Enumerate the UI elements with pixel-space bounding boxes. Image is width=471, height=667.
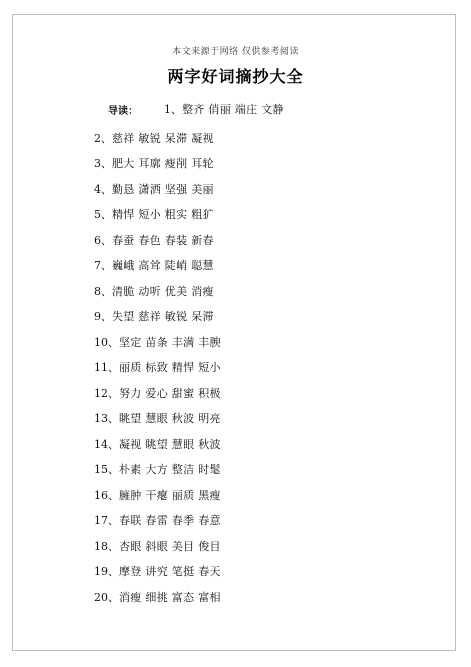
item-number: 19、 (94, 565, 119, 579)
item-number: 14、 (94, 437, 119, 451)
item-words: 摩登 讲究 笔挺 春天 (119, 565, 221, 579)
item-number: 4、 (94, 182, 112, 196)
item-words: 消瘦 细挑 富态 富相 (119, 590, 221, 604)
item-number: 11、 (94, 361, 119, 375)
item-number: 16、 (94, 488, 119, 502)
item-words: 眺望 慧眼 秋波 明亮 (119, 412, 221, 426)
list-item (94, 253, 221, 279)
item-words: 朴素 大方 整洁 时髦 (119, 463, 221, 477)
list-item (94, 355, 221, 381)
item-words: 努力 爱心 甜蜜 积极 (119, 386, 221, 400)
item-number: 13、 (94, 412, 119, 426)
item-number: 12、 (94, 386, 119, 400)
item-words: 丽质 标致 精悍 短小 (119, 361, 221, 375)
list-item (94, 559, 221, 585)
word-list (94, 125, 221, 610)
item-words: 春蚕 春色 春装 新春 (112, 233, 214, 247)
list-item (94, 508, 221, 534)
list-item (94, 202, 221, 228)
item-number: 7、 (94, 259, 112, 273)
item-number: 10、 (94, 335, 119, 349)
item-words: 坚定 苗条 丰满 丰腴 (119, 335, 221, 349)
list-item (94, 457, 221, 483)
item-number: 17、 (94, 514, 119, 528)
item-words: 失望 慈祥 敏锐 呆滞 (112, 310, 214, 324)
item-number: 6、 (94, 233, 112, 247)
list-item (94, 431, 221, 457)
item-words: 清脆 动听 优美 消瘦 (112, 284, 214, 298)
source-note: 本文来源于网络 仅供参考阅读 (172, 47, 299, 57)
list-item (94, 151, 221, 177)
item-number: 2、 (94, 131, 112, 145)
item-words: 春联 春雷 春季 春意 (119, 514, 221, 528)
item-words: 凝视 眺望 慧眼 秋波 (119, 437, 221, 451)
item-words: 杏眼 斜眼 美目 俊目 (119, 539, 221, 553)
item-number: 15、 (94, 463, 119, 477)
item-number: 18、 (94, 539, 119, 553)
list-item (94, 278, 221, 304)
item-words: 巍峨 高耸 陡峭 聪慧 (112, 259, 214, 273)
intro-words: 整齐 俏丽 端庄 文静 (182, 103, 284, 116)
item-words: 精悍 短小 粗实 粗犷 (112, 208, 214, 222)
list-item (94, 329, 221, 355)
list-item (94, 482, 221, 508)
item-words: 肥大 耳廓 瘦削 耳轮 (112, 157, 214, 171)
intro-label: 导读： (108, 105, 138, 117)
intro-number: 1、 (164, 103, 182, 116)
list-item (94, 380, 221, 406)
list-item (94, 584, 221, 610)
item-number: 5、 (94, 208, 112, 222)
item-words: 臃肿 干瘪 丽质 黑瘦 (119, 488, 221, 502)
list-item (94, 227, 221, 253)
list-item (94, 176, 221, 202)
list-item (94, 406, 221, 432)
list-item (94, 304, 221, 330)
item-number: 20、 (94, 590, 119, 604)
intro-row (108, 99, 284, 119)
document-title: 两字好词摘抄大全 (167, 67, 304, 86)
list-item (94, 533, 221, 559)
list-item (94, 125, 221, 151)
item-words: 勤恳 潇洒 坚强 美丽 (112, 182, 214, 196)
item-number: 3、 (94, 157, 112, 171)
item-number: 9、 (94, 310, 112, 324)
item-number: 8、 (94, 284, 112, 298)
item-words: 慈祥 敏锐 呆滞 凝视 (112, 131, 214, 145)
